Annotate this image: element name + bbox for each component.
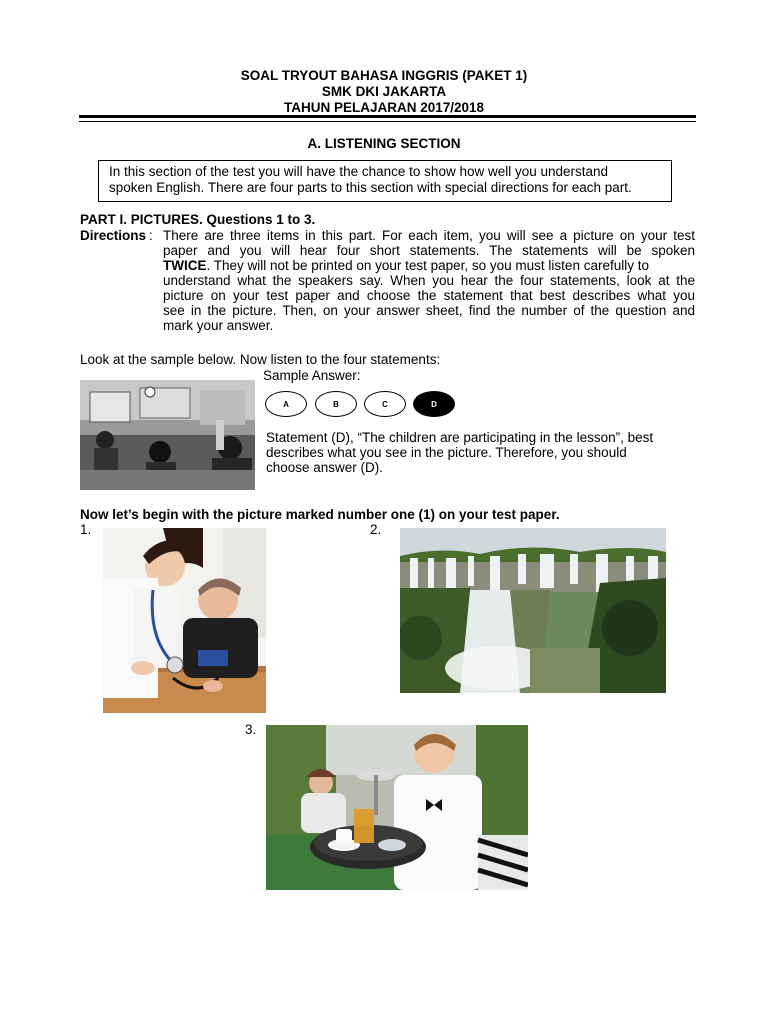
question-1-number: 1. (80, 522, 92, 537)
directions-line: mark your answer. (163, 318, 274, 333)
directions-line-text: . They will not be printed on your test paper, so you must listen carefully to (206, 258, 649, 273)
school-name: SMK DKI JAKARTA (321, 84, 447, 99)
sample-lead: Look at the sample below. Now listen to the four statements: (80, 352, 441, 367)
intro-box (98, 160, 672, 202)
explanation-line: choose answer (D). (266, 460, 384, 475)
directions-line: picture on your test paper and choose the statement that best describes what you (163, 288, 695, 303)
directions-colon: : (149, 228, 153, 243)
header-rule-thin (79, 121, 696, 122)
option-b-bubble: B (315, 391, 357, 417)
option-d-bubble-selected: D (413, 391, 455, 417)
directions-body (163, 228, 695, 333)
header-rule-thick (79, 115, 696, 118)
directions-line: understand what the speakers say. When you hear the four statements, look at the (163, 273, 695, 288)
doc-title: SOAL TRYOUT BAHASA INGGRIS (PAKET 1) (240, 68, 528, 83)
begin-instruction: Now let’s begin with the picture marked number one (1) on your test paper. (80, 507, 560, 522)
directions-line: There are three items in this part. For each item, you will see a picture on your test (163, 228, 695, 243)
section-title: A. LISTENING SECTION (307, 136, 461, 151)
explanation-line: describes what you see in the picture. Therefore, you should (266, 445, 627, 460)
directions-line: paper and you will hear four short statements. The statements will be spoken (163, 243, 695, 258)
sample-explanation (266, 430, 653, 475)
question-3-number: 3. (245, 722, 257, 737)
option-a-bubble: A (265, 391, 307, 417)
question-1-photo-nurse-blood-pressure (103, 528, 266, 713)
sample-classroom-photo (80, 380, 255, 490)
directions-label: Directions (80, 228, 147, 243)
option-c-bubble: C (364, 391, 406, 417)
academic-year: TAHUN PELAJARAN 2017/2018 (283, 100, 485, 115)
part-title: PART I. PICTURES. Questions 1 to 3. (80, 212, 316, 227)
directions-line: see in the picture. Then, on your answer sheet, find the number of the question and (163, 303, 695, 318)
question-2-number: 2. (370, 522, 382, 537)
directions-line (163, 258, 695, 273)
question-2-photo-waterfalls (400, 528, 666, 693)
question-3-photo-waiter-tray (266, 725, 528, 890)
twice-emphasis: TWICE (163, 258, 207, 273)
explanation-line: Statement (D), “The children are participating in the lesson”, best (266, 430, 654, 445)
sample-answer-label: Sample Answer: (263, 368, 361, 383)
intro-line-1: In this section of the test you will have the chance to show how well you understand (109, 164, 609, 179)
intro-line-2: spoken English. There are four parts to this section with special directions for each part. (109, 180, 632, 195)
